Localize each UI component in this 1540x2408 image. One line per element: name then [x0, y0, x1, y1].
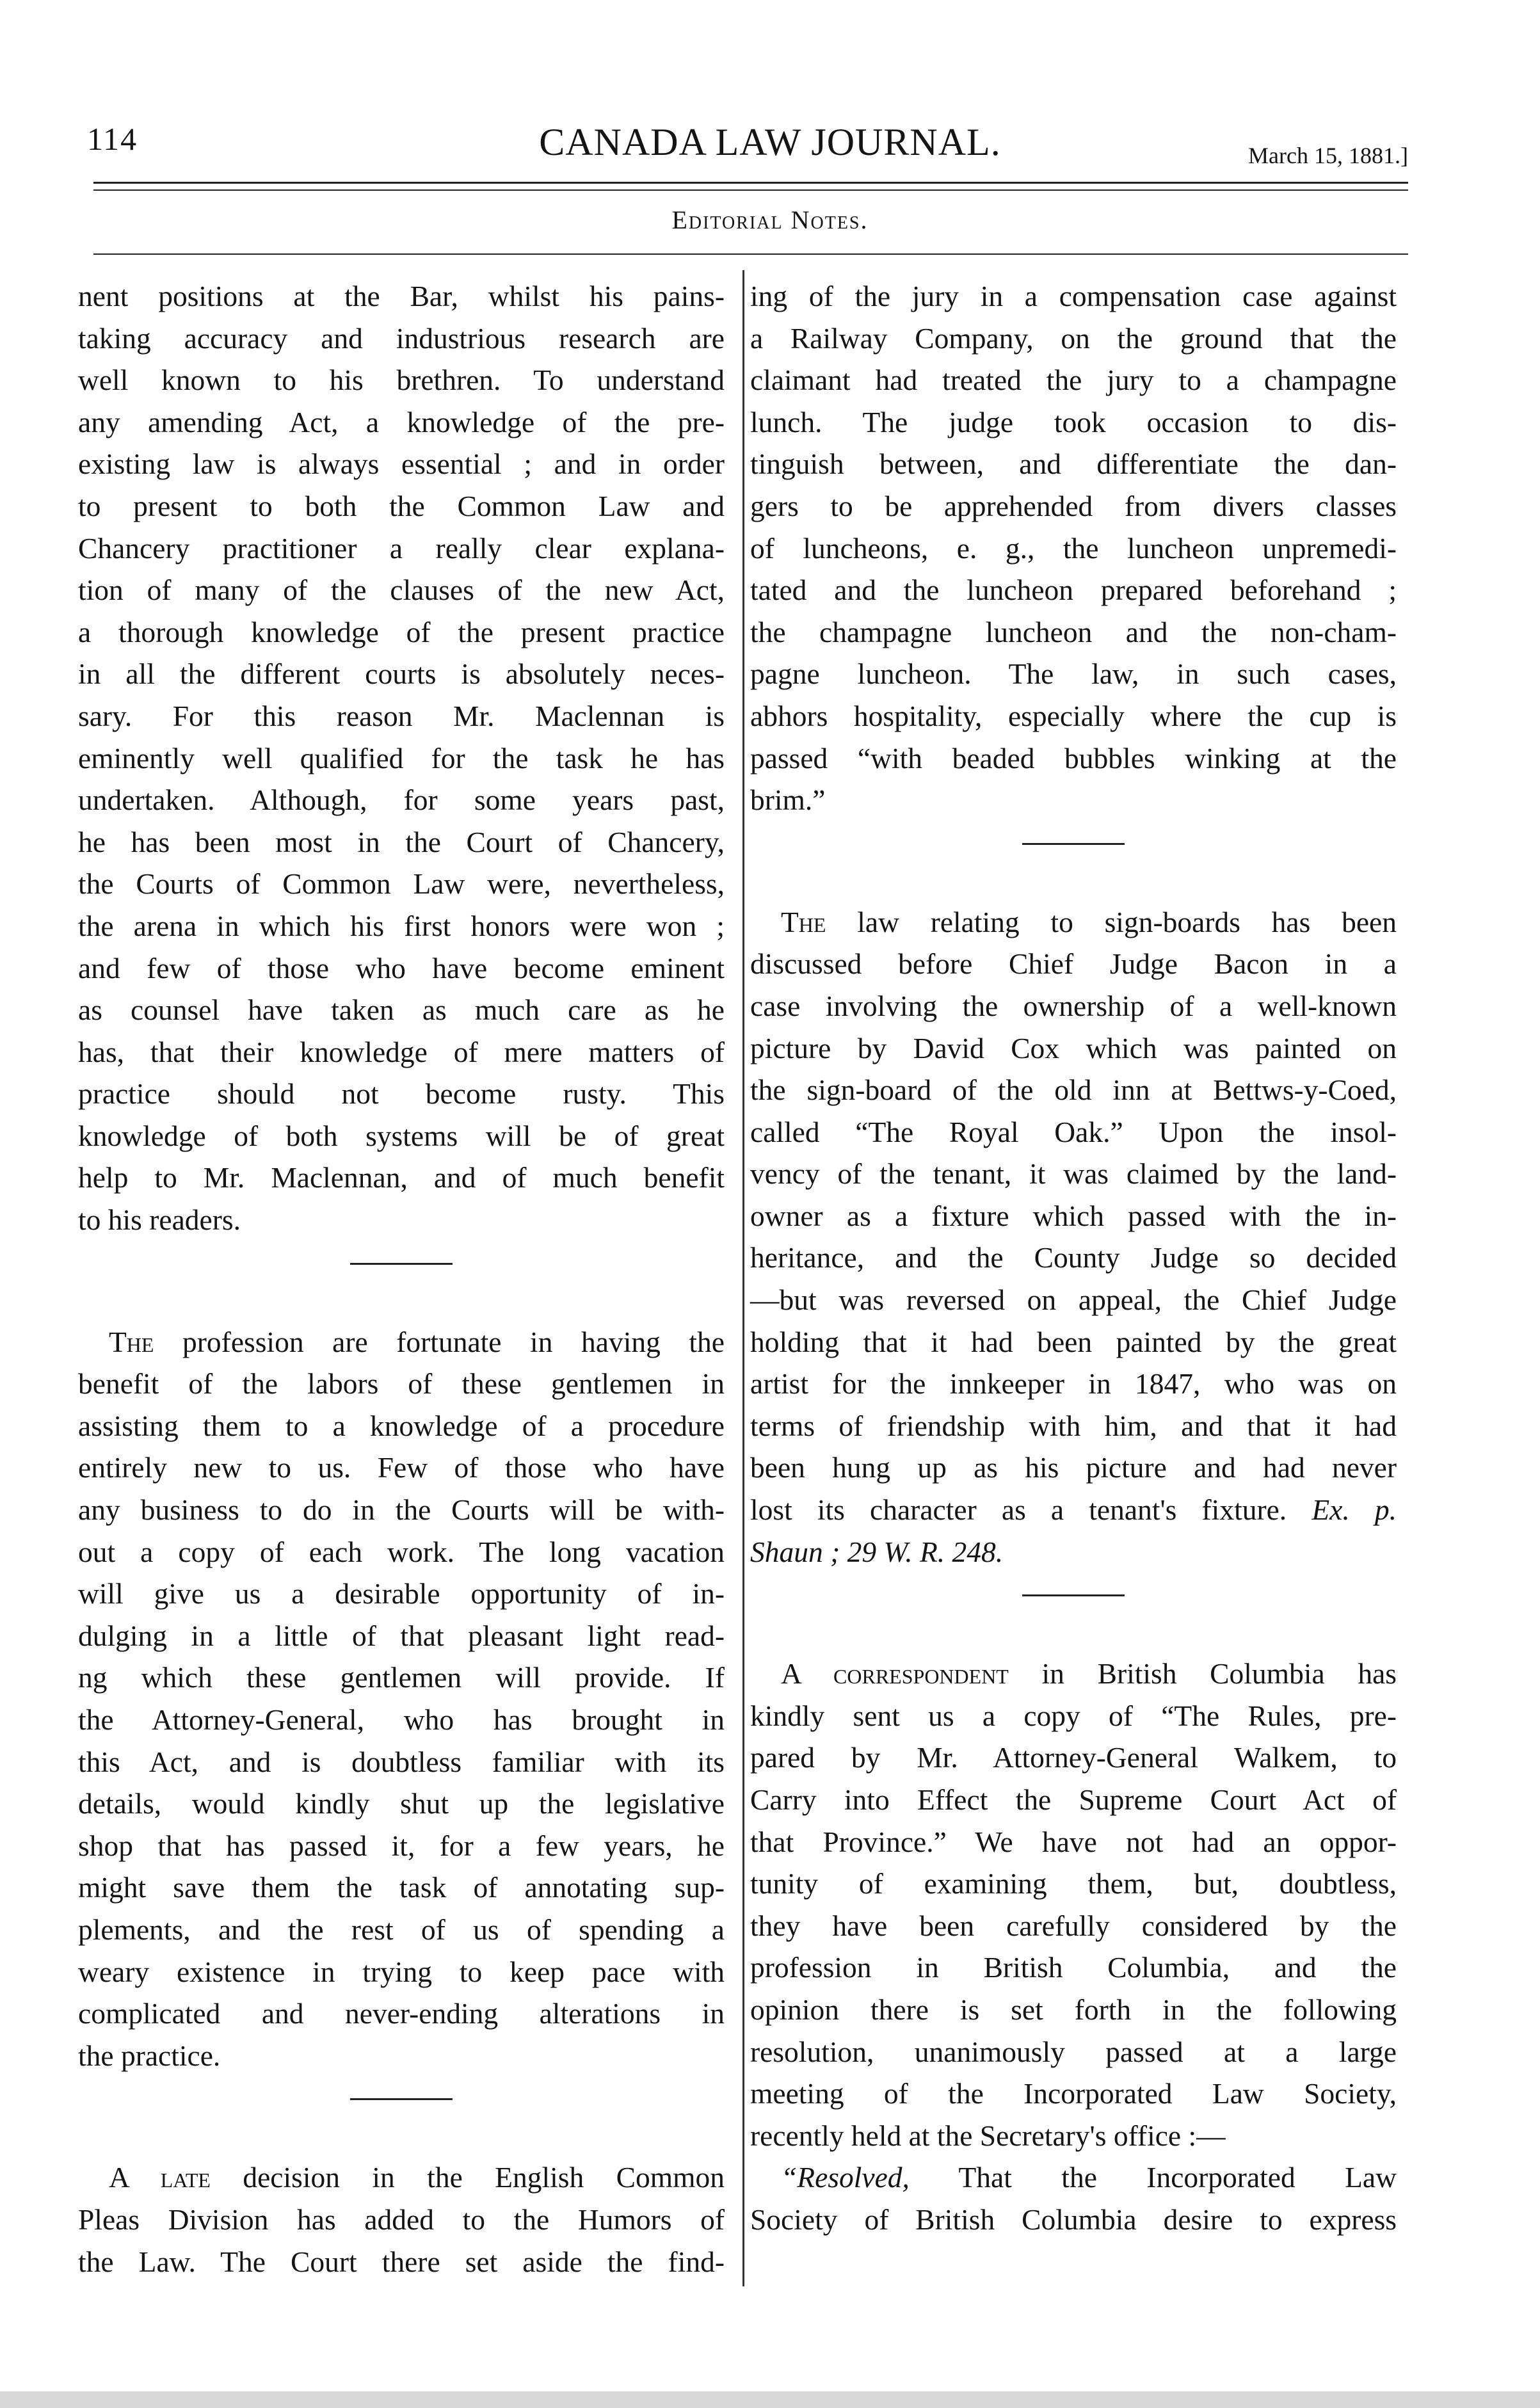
line-text: the arena in which his first honors were won ;	[78, 909, 725, 942]
text-line	[78, 1073, 725, 1115]
line-text: tinguish between, and differentiate the dan-	[750, 447, 1397, 481]
text-line	[78, 2035, 725, 2077]
citation: Shaun ; 29 W. R. 248.	[750, 1535, 1004, 1568]
citation: Ex. p.	[1287, 1493, 1397, 1527]
text-line	[750, 2031, 1397, 2073]
text-line	[750, 569, 1397, 611]
line-text: the Attorney-General, who has brought in	[78, 1703, 725, 1736]
issue-date: March 15, 1881.]	[1248, 143, 1408, 168]
text-line	[78, 1909, 725, 1951]
journal-title: CANADA LAW JOURNAL.	[539, 121, 1001, 163]
text-line	[750, 985, 1397, 1027]
line-text: case involving the ownership of a well-known	[750, 989, 1397, 1022]
line-text: complicated and never-ending alterations in	[78, 1997, 725, 2030]
line-text: in British Columbia has	[1008, 1657, 1397, 1690]
text-line	[78, 611, 725, 654]
text-line	[78, 527, 725, 570]
text-line	[78, 485, 725, 527]
text-line	[78, 1993, 725, 2035]
line-text: to his readers.	[78, 1203, 241, 1237]
line-text: the Law. The Court there set aside the find-	[78, 2245, 725, 2278]
line-text: a Railway Company, on the ground that the	[750, 321, 1397, 355]
text-line	[78, 989, 725, 1031]
line-text: knowledge of both systems will be of great	[78, 1119, 725, 1152]
text-line	[750, 1279, 1397, 1321]
line-text: discussed before Chief Judge Bacon in a	[750, 947, 1397, 981]
text-line	[78, 443, 725, 485]
header-rule-top-2	[93, 189, 1408, 191]
text-line	[750, 1989, 1397, 2031]
line-text: Pleas Division has added to the Humors of	[78, 2203, 725, 2236]
line-text: been hung up as his picture and had never	[750, 1451, 1397, 1484]
scan-edge	[0, 2391, 1540, 2408]
lead-in: The	[109, 1325, 154, 1358]
text-line	[78, 1405, 725, 1447]
line-text: entirely new to us. Few of those who have	[78, 1451, 725, 1484]
text-line	[78, 1615, 725, 1657]
line-text: details, would kindly shut up the legislative	[78, 1787, 725, 1820]
line-text: of luncheons, e. g., the luncheon unpremedi-	[750, 531, 1397, 565]
text-line	[750, 1653, 1397, 1695]
line-text: dulging in a little of that pleasant light read-	[78, 1619, 725, 1652]
line-text: profession are fortunate in having the	[154, 1325, 725, 1358]
line-text: vency of the tenant, it was claimed by the land-	[750, 1157, 1397, 1191]
line-text: well known to his brethren. To understand	[78, 364, 725, 397]
line-text: abhors hospitality, especially where the cup is	[750, 699, 1397, 732]
text-line	[750, 1069, 1397, 1111]
section-separator	[350, 1263, 453, 1265]
line-text: to present to both the Common Law and	[78, 489, 725, 522]
line-text: lunch. The judge took occasion to dis-	[750, 405, 1397, 438]
line-text: they have been carefully considered by the	[750, 1909, 1397, 1942]
section-title: Editorial Notes.	[671, 205, 869, 234]
text-line	[78, 2156, 725, 2199]
line-text: Carry into Effect the Supreme Court Act of	[750, 1783, 1397, 1816]
line-text: the practice.	[78, 2039, 221, 2072]
text-line	[78, 401, 725, 444]
text-line	[78, 569, 725, 611]
line-text: that Province.” We have not had an oppor-	[750, 1825, 1397, 1858]
line-text: undertaken. Although, for some years past,	[78, 783, 725, 817]
header-rule-top	[93, 182, 1408, 184]
text-line	[750, 2199, 1397, 2241]
line-text: as counsel have taken as much care as he	[78, 993, 725, 1027]
text-line	[750, 1695, 1397, 1737]
line-text: ing of the jury in a compensation case against	[750, 280, 1397, 312]
text-line	[750, 275, 1397, 317]
line-text: brim.”	[750, 783, 826, 817]
line-text: passed “with beaded bubbles winking at the	[750, 741, 1397, 775]
text-line	[78, 779, 725, 821]
text-line	[750, 1237, 1397, 1279]
text-line	[750, 485, 1397, 527]
text-line	[78, 653, 725, 695]
line-text: nent positions at the Bar, whilst his pains-	[78, 280, 725, 312]
line-text: in all the different courts is absolutely neces-	[78, 657, 725, 691]
text-line	[78, 2199, 725, 2241]
line-text: law relating to sign-boards has been	[826, 905, 1397, 938]
text-line	[78, 1951, 725, 1993]
text-line	[78, 737, 725, 780]
text-line	[78, 1741, 725, 1783]
line-text: eminently well qualified for the task he has	[78, 741, 725, 775]
text-line	[750, 1321, 1397, 1363]
right-paragraph-3	[750, 1653, 1397, 2156]
line-text: this Act, and is doubtless familiar with its	[78, 1745, 725, 1778]
section-separator	[350, 2098, 453, 2100]
line-text: lost its character as a tenant's fixture.	[750, 1493, 1287, 1527]
text-line	[750, 695, 1397, 737]
text-line	[78, 947, 725, 990]
line-text: picture by David Cox which was painted on	[750, 1031, 1397, 1064]
text-line	[78, 1199, 725, 1241]
line-text: That the Incorporated Law	[909, 2161, 1397, 2194]
text-line	[750, 1905, 1397, 1947]
text-line	[78, 821, 725, 863]
line-text: opinion there is set forth in the following	[750, 1993, 1397, 2026]
lead-in: “Resolved,	[781, 2161, 910, 2194]
text-line	[78, 1531, 725, 1573]
line-text: the champagne luncheon and the non-cham-	[750, 615, 1397, 648]
text-line	[78, 1115, 725, 1157]
text-line	[750, 779, 1397, 821]
line-text: plements, and the rest of us of spending a	[78, 1913, 725, 1946]
page-number: 114	[87, 121, 138, 157]
line-text: will give us a desirable opportunity of in-	[78, 1577, 725, 1610]
line-text: and few of those who have become eminent	[78, 951, 725, 984]
text-line	[750, 1779, 1397, 1821]
text-line	[750, 443, 1397, 485]
left-paragraph-3	[78, 2156, 725, 2283]
text-line	[750, 1111, 1397, 1153]
line-text: weary existence in trying to keep pace with	[78, 1955, 725, 1988]
line-text: ng which these gentlemen will provide. If	[78, 1661, 725, 1694]
line-text: Chancery practitioner a really clear explana-	[78, 531, 725, 565]
line-text: sary. For this reason Mr. Maclennan is	[78, 699, 725, 732]
text-line	[750, 1946, 1397, 1989]
text-line	[78, 1866, 725, 1909]
text-line	[78, 275, 725, 317]
text-line	[750, 317, 1397, 360]
left-paragraph-1	[78, 275, 725, 1241]
text-line	[78, 1657, 725, 1699]
text-line	[750, 1153, 1397, 1195]
text-line	[750, 2073, 1397, 2115]
line-text: resolution, unanimously passed at a large	[750, 2035, 1397, 2068]
line-text: claimant had treated the jury to a champagne	[750, 364, 1397, 397]
text-line	[750, 1489, 1397, 1531]
line-text: any business to do in the Courts will be with-	[78, 1493, 725, 1527]
text-line	[78, 2241, 725, 2283]
lead-in: The	[781, 905, 826, 938]
line-text: out a copy of each work. The long vacation	[78, 1535, 725, 1568]
text-line	[78, 1447, 725, 1489]
text-line	[750, 1737, 1397, 1779]
line-text: might save them the task of annotating sup-	[78, 1871, 725, 1904]
line-text: meeting of the Incorporated Law Society,	[750, 2077, 1397, 2110]
text-line	[78, 905, 725, 947]
line-text: tion of many of the clauses of the new Act,	[78, 574, 725, 607]
line-text: pagne luncheon. The law, in such cases,	[750, 657, 1397, 691]
section-separator	[1022, 1594, 1125, 1596]
line-text: the Courts of Common Law were, nevertheless,	[78, 867, 725, 901]
line-text: a thorough knowledge of the present practice	[78, 615, 725, 648]
text-line	[750, 2156, 1397, 2199]
text-line	[750, 1027, 1397, 1070]
text-line	[750, 359, 1397, 401]
section-separator	[1022, 843, 1125, 845]
text-line	[750, 611, 1397, 654]
text-line	[750, 527, 1397, 570]
line-text: any amending Act, a knowledge of the pre-	[78, 405, 725, 438]
text-line	[78, 317, 725, 360]
line-text: terms of friendship with him, and that it had	[750, 1409, 1397, 1442]
text-line	[78, 1489, 725, 1531]
line-text: artist for the innkeeper in 1847, who was on	[750, 1367, 1397, 1401]
text-line	[78, 1157, 725, 1199]
line-text: the sign-board of the old inn at Bettws-y-Coed,	[750, 1073, 1397, 1107]
right-column	[750, 275, 1397, 2241]
line-text: tated and the luncheon prepared beforehand ;	[750, 574, 1397, 607]
text-line	[78, 1783, 725, 1825]
line-text: —but was reversed on appeal, the Chief Judge	[750, 1283, 1397, 1317]
right-paragraph-4	[750, 2156, 1397, 2240]
right-paragraph-1	[750, 275, 1397, 821]
text-line	[750, 1447, 1397, 1489]
line-text: kindly sent us a copy of “The Rules, pre-	[750, 1699, 1397, 1732]
text-line	[750, 2115, 1397, 2157]
text-line	[750, 1405, 1397, 1447]
header-rule-bottom	[93, 253, 1408, 255]
line-text: decision in the English Common	[210, 2161, 725, 2194]
line-text: called “The Royal Oak.” Upon the insol-	[750, 1115, 1397, 1148]
column-divider	[742, 270, 744, 2286]
lead-in: A late	[109, 2161, 211, 2194]
text-line	[78, 1031, 725, 1073]
line-text: assisting them to a knowledge of a procedure	[78, 1409, 725, 1442]
line-text: help to Mr. Maclennan, and of much benefit	[78, 1161, 725, 1194]
text-line	[78, 1321, 725, 1363]
line-text: owner as a fixture which passed with the in-	[750, 1199, 1397, 1232]
line-text: tunity of examining them, but, doubtless,	[750, 1867, 1397, 1900]
text-line	[750, 1363, 1397, 1405]
left-column	[78, 275, 725, 2283]
text-line	[750, 1195, 1397, 1237]
line-text: existing law is always essential ; and in order	[78, 447, 725, 481]
text-line	[78, 1573, 725, 1615]
text-line	[750, 1863, 1397, 1905]
line-text: heritance, and the County Judge so decided	[750, 1241, 1397, 1274]
line-text: taking accuracy and industrious research are	[78, 321, 725, 355]
text-line	[78, 359, 725, 401]
right-paragraph-2	[750, 901, 1397, 1573]
text-line	[750, 943, 1397, 985]
text-line	[78, 1363, 725, 1405]
text-line	[750, 901, 1397, 943]
line-text: has, that their knowledge of mere matters of	[78, 1035, 725, 1068]
line-text: profession in British Columbia, and the	[750, 1951, 1397, 1984]
line-text: shop that has passed it, for a few years, he	[78, 1829, 725, 1862]
text-line	[750, 737, 1397, 780]
line-text: he has been most in the Court of Chancery,	[78, 825, 725, 858]
text-line	[78, 1825, 725, 1867]
line-text: Society of British Columbia desire to express	[750, 2203, 1397, 2236]
line-text: practice should not become rusty. This	[78, 1077, 725, 1111]
text-line	[78, 695, 725, 737]
text-line	[750, 1821, 1397, 1863]
line-text: benefit of the labors of these gentlemen in	[78, 1367, 725, 1401]
text-line	[78, 1699, 725, 1741]
line-text: pared by Mr. Attorney-General Walkem, to	[750, 1741, 1397, 1774]
lead-in: A correspondent	[781, 1657, 1009, 1690]
line-text: holding that it had been painted by the great	[750, 1325, 1397, 1358]
text-line	[750, 401, 1397, 444]
line-text: gers to be apprehended from divers classes	[750, 489, 1397, 522]
text-line	[78, 863, 725, 905]
line-text: recently held at the Secretary's office :—	[750, 2119, 1226, 2152]
text-line	[750, 653, 1397, 695]
left-paragraph-2	[78, 1321, 725, 2077]
